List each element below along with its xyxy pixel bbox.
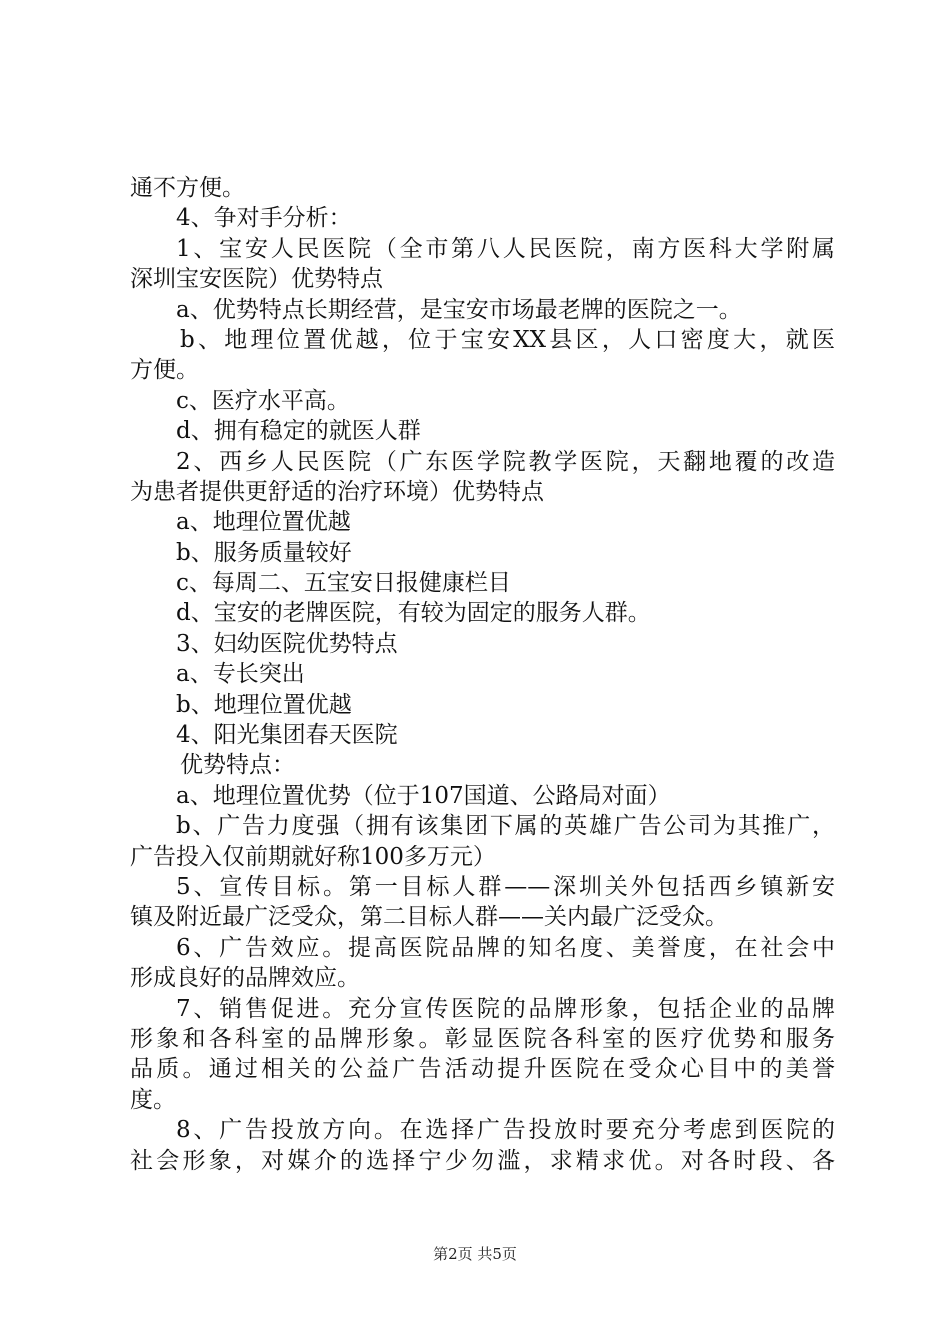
text-line: d、拥有稳定的就医人群 xyxy=(176,418,421,445)
text-line: 品质。通过相关的公益广告活动提升医院在受众心目中的美誉 xyxy=(130,1056,835,1083)
text-line: 2、西乡人民医院（广东医学院教学医院，天翻地覆的改造 xyxy=(176,448,835,475)
text-line: d、宝安的老牌医院，有较为固定的服务人群。 xyxy=(176,600,651,627)
text-line: 7、销售促进。充分宣传医院的品牌形象，包括企业的品牌 xyxy=(176,995,835,1022)
text-line: 5、宣传目标。第一目标人群——深圳关外包括西乡镇新安 xyxy=(176,873,835,900)
text-line: a、地理位置优势（位于107国道、公路局对面） xyxy=(176,782,671,809)
text-line: 3、妇幼医院优势特点 xyxy=(176,630,398,657)
text-line: 镇及附近最广泛受众，第二目标人群——关内最广泛受众。 xyxy=(130,904,728,931)
text-line: 4、争对手分析： xyxy=(176,205,352,232)
text-line: a、地理位置优越 xyxy=(176,509,351,536)
text-line: c、每周二、五宝安日报健康栏目 xyxy=(176,570,511,597)
text-line: a、优势特点长期经营，是宝安市场最老牌的医院之一。 xyxy=(176,296,742,323)
page-number-footer: 第2页 共5页 xyxy=(433,1245,517,1263)
text-line: 度。 xyxy=(130,1086,176,1113)
text-line: c、医疗水平高。 xyxy=(176,387,350,414)
text-line: b、地理位置优越 xyxy=(176,691,352,718)
text-line: b、广告力度强（拥有该集团下属的英雄广告公司为其推广， xyxy=(176,813,835,840)
text-line: 广告投入仅前期就好称100多万元） xyxy=(130,843,496,870)
text-line: 6、广告效应。提高医院品牌的知名度、美誉度，在社会中 xyxy=(176,934,835,961)
text-line: 通不方便。 xyxy=(130,175,245,201)
text-line: 形成良好的品牌效应。 xyxy=(130,965,360,992)
text-line: a、专长突出 xyxy=(176,661,305,688)
text-line: 深圳宝安医院）优势特点 xyxy=(130,266,383,293)
document-body xyxy=(130,173,835,1176)
text-line: 方便。 xyxy=(130,357,199,384)
text-line: 1、宝安人民医院（全市第八人民医院，南方医科大学附属 xyxy=(176,235,835,262)
text-line: b、服务质量较好 xyxy=(176,539,352,566)
text-line: 社会形象，对媒介的选择宁少勿滥，求精求优。对各时段、各 xyxy=(130,1147,835,1174)
text-line: b、地理位置优越，位于宝安XX县区，人口密度大，就医 xyxy=(180,326,835,353)
text-line: 8、广告投放方向。在选择广告投放时要充分考虑到医院的 xyxy=(176,1117,835,1144)
text-line: 4、阳光集团春天医院 xyxy=(176,722,398,749)
text-line: 优势特点： xyxy=(180,752,295,779)
text-line: 为患者提供更舒适的治疗环境）优势特点 xyxy=(130,478,544,505)
text-line: 形象和各科室的品牌形象。彰显医院各科室的医疗优势和服务 xyxy=(130,1025,835,1052)
